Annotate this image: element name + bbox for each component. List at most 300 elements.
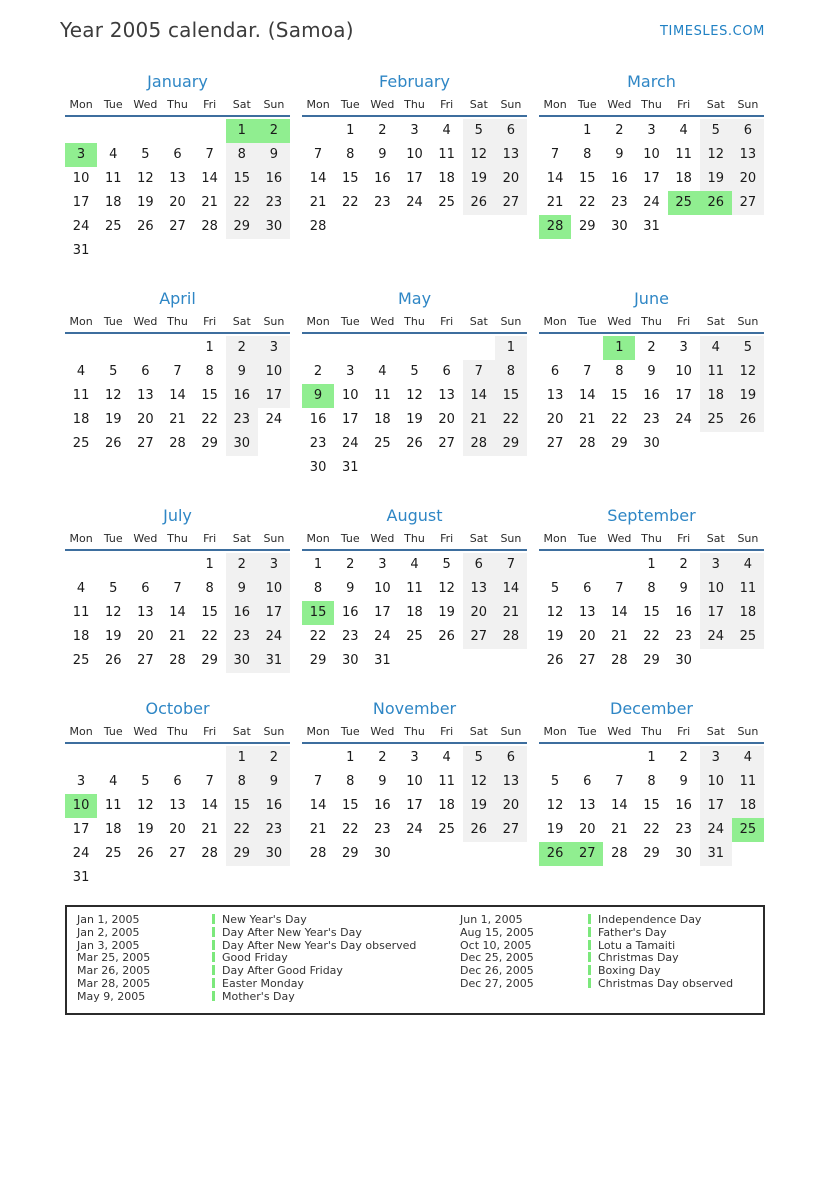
day-cell: 1	[313, 557, 323, 572]
holiday-marker-icon	[588, 965, 591, 975]
day-cell: 29	[643, 653, 660, 668]
month-weeks	[302, 744, 527, 866]
day-cell: 16	[611, 171, 628, 186]
day-cell: 13	[732, 143, 764, 167]
day-cell: 27	[137, 436, 154, 451]
weekday-label: Thu	[641, 315, 662, 328]
holiday-marker-icon	[212, 914, 215, 924]
day-cell: 17	[258, 601, 290, 625]
week-row	[302, 408, 527, 432]
day-cell: 12	[732, 360, 764, 384]
week-row	[65, 239, 290, 263]
day-cell: 22	[226, 191, 258, 215]
week-row	[65, 360, 290, 384]
day-cell: 18	[732, 794, 764, 818]
day-cell: 11	[732, 770, 764, 794]
holiday-marker-icon	[212, 978, 215, 988]
day-cell	[732, 649, 764, 673]
day-cell: 7	[550, 147, 560, 162]
month-title-september[interactable]: September	[607, 506, 696, 525]
week-row	[539, 794, 764, 818]
day-cell	[668, 215, 700, 239]
legend-holiday-name: Father's Day	[598, 925, 667, 939]
month-title-december[interactable]: December	[610, 699, 693, 718]
day-cell: 5	[700, 119, 732, 143]
day-cell	[463, 649, 495, 673]
week-row	[302, 794, 527, 818]
day-cell: 20	[578, 822, 596, 837]
week-row	[302, 577, 527, 601]
weekday-label: Sun	[263, 532, 285, 545]
day-cell: 31	[374, 653, 391, 668]
day-cell: 1	[346, 123, 355, 138]
week-row	[539, 746, 764, 770]
day-cell: 20	[578, 629, 596, 644]
day-cell: 3	[378, 557, 387, 572]
day-cell	[603, 746, 635, 770]
month-title-april[interactable]: April	[159, 289, 196, 308]
day-cell: 1	[205, 557, 214, 572]
page	[0, 18, 827, 1187]
day-cell: 4	[76, 364, 86, 379]
day-cell	[571, 746, 603, 770]
day-cell: 21	[611, 629, 628, 644]
month-title-february[interactable]: February	[379, 72, 450, 91]
day-cell: 16	[643, 388, 660, 403]
day-cell: 4	[442, 123, 451, 138]
weekday-label: Mon	[543, 725, 567, 738]
month-title-october[interactable]: October	[145, 699, 210, 718]
day-cell	[129, 119, 161, 143]
day-cell	[161, 553, 193, 577]
day-cell: 31	[700, 842, 732, 866]
day-cell: 18	[438, 171, 455, 186]
day-cell: 7	[313, 147, 323, 162]
legend-date: Mar 25, 2005	[77, 951, 151, 965]
day-cell: 27	[732, 191, 764, 215]
day-cell: 10	[406, 147, 423, 162]
weekday-label: Thu	[641, 725, 662, 738]
day-cell: 5	[109, 581, 118, 596]
day-cell: 23	[374, 195, 391, 210]
day-cell	[398, 336, 430, 360]
day-cell: 16	[258, 794, 290, 818]
day-cell: 29	[201, 653, 218, 668]
weekday-header-row	[539, 725, 764, 744]
day-cell: 12	[546, 798, 564, 813]
weekday-label: Tue	[577, 725, 597, 738]
day-cell: 28	[169, 436, 186, 451]
day-cell: 12	[546, 605, 564, 620]
day-cell: 7	[205, 147, 214, 162]
weekday-label: Thu	[641, 98, 662, 111]
day-cell: 12	[438, 581, 455, 596]
day-cell	[398, 842, 430, 866]
day-cell: 29	[643, 846, 660, 861]
day-cell: 6	[463, 553, 495, 577]
day-cell: 8	[346, 774, 355, 789]
day-cell: 10	[643, 147, 660, 162]
week-row	[539, 167, 764, 191]
legend-holiday-name: Day After New Year's Day observed	[222, 938, 417, 952]
week-row	[65, 770, 290, 794]
legend-date: Jan 1, 2005	[77, 913, 140, 926]
day-cell: 24	[374, 629, 391, 644]
day-cell: 11	[438, 147, 455, 162]
legend-column-1	[77, 914, 460, 1004]
day-cell: 12	[463, 770, 495, 794]
weekday-label: Thu	[641, 532, 662, 545]
week-row	[65, 384, 290, 408]
day-cell: 2	[378, 750, 387, 765]
day-cell	[463, 842, 495, 866]
week-row	[65, 553, 290, 577]
day-cell: 5	[550, 581, 560, 596]
day-cell: 18	[374, 412, 391, 427]
legend-holiday-name: New Year's Day	[222, 913, 307, 926]
week-row	[539, 215, 764, 239]
weekday-label: Sat	[232, 98, 251, 111]
month-title-august[interactable]: August	[386, 506, 443, 525]
day-cell: 9	[258, 143, 290, 167]
day-cell: 25	[732, 818, 764, 842]
weekday-header-row	[539, 98, 764, 117]
day-cell: 25	[732, 625, 764, 649]
day-cell: 20	[732, 167, 764, 191]
day-cell: 22	[341, 822, 359, 837]
day-cell: 2	[679, 557, 688, 572]
day-cell: 7	[615, 581, 624, 596]
week-row	[65, 191, 290, 215]
holiday-legend	[65, 905, 765, 1015]
day-cell	[431, 842, 463, 866]
day-cell	[97, 866, 129, 890]
day-cell: 20	[137, 629, 154, 644]
month-weeks	[539, 744, 764, 866]
header	[60, 18, 765, 42]
day-cell: 4	[679, 123, 688, 138]
day-cell	[732, 215, 764, 239]
day-cell: 14	[309, 798, 327, 813]
day-cell: 4	[442, 750, 451, 765]
day-cell: 24	[700, 625, 732, 649]
day-cell	[495, 649, 527, 673]
weekday-label: Thu	[167, 532, 188, 545]
day-cell: 10	[65, 794, 97, 818]
day-cell	[226, 866, 258, 890]
day-cell: 16	[226, 384, 258, 408]
day-cell: 23	[675, 822, 692, 837]
day-cell	[226, 239, 258, 263]
day-cell	[258, 866, 290, 890]
day-cell: 19	[137, 195, 154, 210]
day-cell: 23	[341, 629, 359, 644]
weekday-label: Thu	[167, 315, 188, 328]
legend-item	[460, 978, 753, 991]
day-cell: 2	[313, 364, 323, 379]
day-cell	[194, 866, 226, 890]
day-cell: 16	[341, 605, 359, 620]
day-cell: 4	[378, 364, 387, 379]
week-row	[302, 360, 527, 384]
weekday-label: Fri	[440, 725, 454, 738]
legend-item	[77, 991, 460, 1004]
day-cell: 15	[643, 605, 660, 620]
day-cell: 13	[169, 798, 186, 813]
day-cell	[302, 336, 334, 360]
day-cell: 3	[700, 746, 732, 770]
day-cell: 28	[578, 436, 596, 451]
day-cell: 21	[546, 195, 564, 210]
day-cell: 27	[578, 653, 596, 668]
day-cell: 27	[438, 436, 455, 451]
day-cell: 1	[226, 746, 258, 770]
day-cell	[302, 119, 334, 143]
day-cell: 12	[104, 605, 122, 620]
day-cell: 24	[265, 412, 283, 427]
day-cell: 25	[438, 822, 455, 837]
legend-date: Oct 10, 2005	[460, 938, 532, 952]
day-cell: 8	[647, 581, 656, 596]
day-cell: 3	[258, 553, 290, 577]
month-march	[539, 72, 764, 263]
weekday-label: Tue	[103, 315, 123, 328]
day-cell: 17	[406, 798, 423, 813]
day-cell: 26	[406, 436, 423, 451]
day-cell: 10	[258, 360, 290, 384]
weekday-label: Sat	[232, 725, 251, 738]
day-cell: 28	[495, 625, 527, 649]
weekday-label: Sat	[706, 532, 725, 545]
week-row	[302, 143, 527, 167]
day-cell: 18	[675, 171, 692, 186]
day-cell	[161, 119, 193, 143]
weekday-label: Sun	[737, 725, 759, 738]
weekday-label: Mon	[543, 315, 567, 328]
day-cell: 31	[72, 243, 90, 258]
day-cell: 16	[374, 171, 391, 186]
day-cell: 14	[611, 605, 628, 620]
day-cell: 10	[341, 388, 359, 403]
weekday-label: Wed	[607, 725, 632, 738]
month-weeks	[302, 551, 527, 673]
weekday-label: Mon	[69, 98, 93, 111]
day-cell: 12	[137, 798, 154, 813]
page-title: Year 2005 calendar. (Samoa)	[60, 18, 354, 42]
day-cell: 8	[226, 770, 258, 794]
week-row	[539, 649, 764, 673]
day-cell	[65, 119, 97, 143]
day-cell: 14	[578, 388, 596, 403]
day-cell: 19	[463, 167, 495, 191]
day-cell: 19	[732, 384, 764, 408]
day-cell: 9	[226, 577, 258, 601]
day-cell: 2	[679, 750, 688, 765]
week-row	[302, 649, 527, 673]
day-cell	[539, 553, 571, 577]
day-cell: 17	[700, 601, 732, 625]
day-cell: 25	[438, 195, 455, 210]
day-cell: 13	[546, 388, 564, 403]
day-cell: 15	[201, 605, 218, 620]
day-cell	[571, 336, 603, 360]
legend-holiday-name: Good Friday	[222, 951, 288, 965]
day-cell: 8	[226, 143, 258, 167]
weekday-header-row	[65, 98, 290, 117]
week-row	[65, 408, 290, 432]
legend-holiday-name: Boxing Day	[598, 964, 661, 978]
day-cell: 5	[550, 774, 560, 789]
weekday-label: Mon	[69, 315, 93, 328]
day-cell	[463, 456, 495, 480]
day-cell: 20	[169, 822, 186, 837]
day-cell: 19	[104, 412, 122, 427]
week-row	[539, 143, 764, 167]
month-title-march[interactable]: March	[627, 72, 676, 91]
week-row	[539, 408, 764, 432]
day-cell: 9	[647, 364, 656, 379]
day-cell	[161, 746, 193, 770]
day-cell: 25	[406, 629, 423, 644]
day-cell: 1	[346, 750, 355, 765]
holiday-marker-icon	[212, 991, 215, 1001]
day-cell: 28	[309, 846, 327, 861]
day-cell: 1	[226, 119, 258, 143]
day-cell: 18	[406, 605, 423, 620]
weekday-label: Tue	[577, 98, 597, 111]
day-cell: 13	[137, 388, 154, 403]
day-cell	[431, 336, 463, 360]
weekday-label: Fri	[677, 98, 691, 111]
day-cell: 26	[539, 842, 571, 866]
week-row	[65, 215, 290, 239]
day-cell	[65, 553, 97, 577]
day-cell: 5	[141, 774, 150, 789]
day-cell	[495, 215, 527, 239]
day-cell	[97, 336, 129, 360]
day-cell: 26	[463, 191, 495, 215]
day-cell: 21	[201, 195, 218, 210]
day-cell: 15	[341, 171, 359, 186]
day-cell: 28	[611, 653, 628, 668]
day-cell: 2	[258, 746, 290, 770]
month-title-may[interactable]: May	[397, 289, 432, 308]
day-cell: 28	[463, 432, 495, 456]
month-april	[65, 289, 290, 480]
day-cell: 21	[169, 629, 186, 644]
day-cell: 17	[374, 605, 391, 620]
day-cell	[431, 215, 463, 239]
day-cell: 1	[647, 750, 656, 765]
week-row	[539, 842, 764, 866]
day-cell: 4	[732, 553, 764, 577]
month-weeks	[65, 117, 290, 263]
weekday-label: Sat	[232, 315, 251, 328]
weekday-label: Wed	[607, 315, 632, 328]
site-link[interactable]: TIMESLES.COM	[659, 24, 765, 39]
week-row	[65, 794, 290, 818]
day-cell	[463, 336, 495, 360]
day-cell: 13	[578, 605, 596, 620]
day-cell: 23	[226, 408, 258, 432]
day-cell: 7	[173, 364, 182, 379]
month-title-november[interactable]: November	[372, 699, 457, 718]
day-cell: 26	[104, 653, 122, 668]
day-cell: 23	[374, 822, 391, 837]
day-cell: 18	[72, 412, 90, 427]
day-cell	[539, 336, 571, 360]
day-cell: 6	[173, 774, 182, 789]
day-cell: 8	[205, 581, 214, 596]
legend-date: Jan 3, 2005	[77, 938, 140, 952]
day-cell: 16	[374, 798, 391, 813]
day-cell: 9	[226, 360, 258, 384]
month-november	[302, 699, 527, 890]
day-cell: 22	[201, 629, 218, 644]
weekday-label: Tue	[340, 725, 360, 738]
holiday-marker-icon	[212, 952, 215, 962]
day-cell: 9	[378, 147, 387, 162]
day-cell: 23	[675, 629, 692, 644]
day-cell: 4	[109, 147, 118, 162]
day-cell	[668, 432, 700, 456]
month-title-july[interactable]: July	[163, 506, 192, 525]
day-cell: 17	[72, 822, 90, 837]
week-row	[539, 360, 764, 384]
day-cell: 3	[410, 750, 419, 765]
day-cell	[495, 456, 527, 480]
day-cell: 11	[72, 388, 90, 403]
day-cell: 26	[104, 436, 122, 451]
legend-date: Aug 15, 2005	[460, 925, 534, 939]
day-cell: 3	[76, 774, 86, 789]
week-row	[539, 553, 764, 577]
weekday-label: Thu	[404, 725, 425, 738]
week-row	[539, 336, 764, 360]
week-row	[302, 384, 527, 408]
month-title-january[interactable]: January	[147, 72, 208, 91]
day-cell: 16	[226, 601, 258, 625]
day-cell: 21	[495, 601, 527, 625]
day-cell	[431, 649, 463, 673]
week-row	[302, 167, 527, 191]
month-weeks	[302, 117, 527, 239]
day-cell: 23	[258, 818, 290, 842]
day-cell: 29	[226, 215, 258, 239]
day-cell	[97, 553, 129, 577]
day-cell: 8	[205, 364, 214, 379]
day-cell: 13	[169, 171, 186, 186]
weekday-label: Fri	[677, 532, 691, 545]
day-cell: 15	[302, 601, 334, 625]
weekday-label: Fri	[440, 532, 454, 545]
day-cell: 24	[643, 195, 660, 210]
legend-holiday-name: Lotu a Tamaiti	[598, 938, 676, 952]
legend-holiday-name: Mother's Day	[222, 989, 295, 1003]
day-cell: 2	[346, 557, 355, 572]
day-cell: 10	[72, 171, 90, 186]
weekday-header-row	[302, 532, 527, 551]
day-cell	[302, 746, 334, 770]
day-cell: 30	[643, 436, 660, 451]
month-october	[65, 699, 290, 890]
weekday-label: Fri	[203, 532, 217, 545]
day-cell: 31	[72, 870, 90, 885]
day-cell: 31	[643, 219, 660, 234]
day-cell	[700, 432, 732, 456]
month-title-june[interactable]: June	[634, 289, 669, 308]
day-cell: 16	[675, 798, 692, 813]
